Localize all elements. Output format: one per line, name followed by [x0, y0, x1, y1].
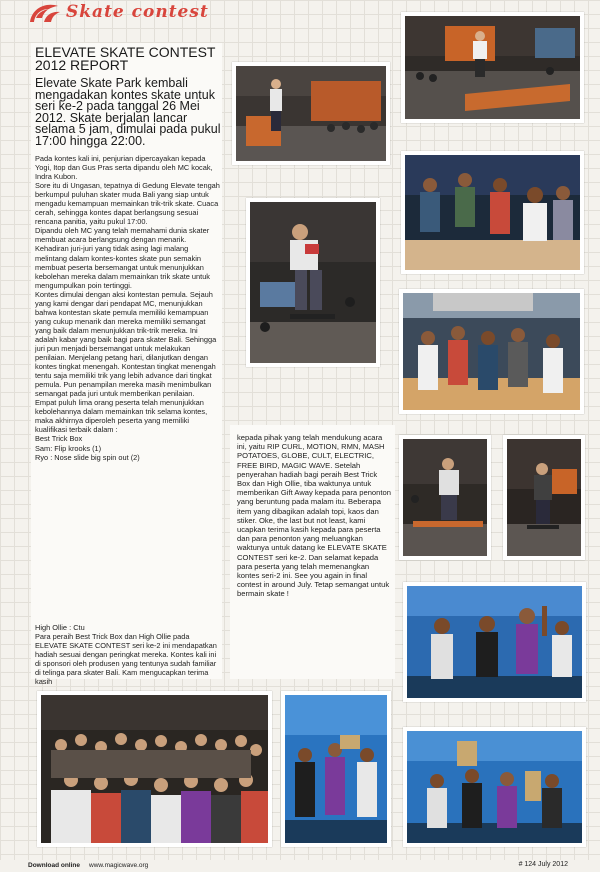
photo-winners — [403, 582, 586, 702]
photo-prize-winners — [281, 691, 391, 847]
photo-skater-air — [246, 198, 380, 367]
photo-trophy-winners — [403, 727, 586, 847]
photo-judges-table — [401, 151, 584, 274]
footer-issue: # 124 July 2012 — [518, 861, 568, 868]
article-lead: Elevate Skate Park kembali mengadakan kontes skate untuk seri ke-2 pada tanggal 26 Mei 2012. Skate berjalan lancar selama 5 jam, dimulai pada pukul 17:00 hingga 22:00. — [35, 76, 221, 148]
section-header — [28, 2, 228, 28]
magicwave-logo-icon — [28, 2, 62, 26]
photo-crowd-banner — [399, 289, 584, 414]
photo-skater-ramp — [232, 62, 390, 165]
photo-skater-box — [401, 12, 584, 123]
article-headline: ELEVATE SKATE CONTEST 2012 REPORT — [35, 44, 216, 73]
article-body-continued: High Ollie : Ctu Para peraih Best Trick Box dan High Ollie pada ELEVATE SKATE CONTEST seri ke-2 ini mendapatkan hadiah sesuai dengan peringkat mereka. Kontes kali ini di sponsori oleh produsen yang tentunya sudah familiar di telinga para skater Bali. Kam mengucapkan terima kasih — [35, 623, 217, 687]
photo-skater-grind — [399, 435, 491, 560]
article-body: Pada kontes kali ini, penjurian dipercayakan kepada Yogi, Itop dan Gus Pras serta dipandu oleh MC kocak, Indra Kubon. Sore itu di Ungasan, tepatnya di Gedung Elevate tengah berkumpul puluhan skater muda Bali yang siap untuk mengadu kemampuan memainkan trik-trik skate. Cuaca cerah, sehingga kontes dapat berlangsung sesuai rencana panitia, yaitu pukul 17:00. Dipandu oleh MC yang telah memahami dunia skater membuat acara berlangsung dengan menarik. Kehadiran juri-juri yang tidak asing lagi malang melintang dalam kontes-kontes skate pun semakin membuat peserta bersemangat untuk menunjukkan kebolehan mereka dalam memainkan trik skate untuk mengumpulkan poin tertinggi. Kontes dimulai dengan aksi kontestan pemula. Sejauh yang kami dengar dari pendapat MC, menunjukkan bahwa kontestan skate pemula memiliki kemampuan yang cukup menarik dan mereka memiliki semangat yang baik dalam menunjukkan trik-trik mereka. Ini adalah kabar yang baik bagi para skater Bali. Sehingga juri pun menjadi bersemangat untuk melakukan penilaian. Menjelang petang hari, dilanjutkan dengan kontes tingkat menengah. Kontestan tingkat menengah tentu saja memiliki trik yang lebih advance dari tingkat pemula. Pun penampilan mereka masih menimbulkan semangat pada juri untuk memberikan penilaian. Empat puluh lima orang peserta telah menunjukkan kebolehannya dalam memainkan trik selama kontes, maka akhirnya diperoleh peserta yang memiliki kualifikasi terbaik dalam : Best Trick Box Sam: Flip krooks (1) Ryo : Nose slide big spin out (2) — [35, 154, 220, 462]
section-title: Skate contest — [66, 2, 209, 22]
footer-url[interactable]: www.magicwave.org — [89, 862, 149, 869]
article-column-2: kepada pihak yang telah mendukung acara ini, yaitu RIP CURL, MOTION, RMN, MASH POTATOES, GLOBE, CULT, ELECTRIC, FREE BIRD, MAGIC WAVE. Setelah penyerahan hadiah bagi peraih Best Trick Box dan High Ollie, tiba waktunya untuk memberikan Gift Away kepada para penonton yang beruntung pada malam itu. Beberapa item yang dibagikan adalah topi, kaos dan stiker. Oke, the last but not least, kami ucapkan terima kasih kepada para peserta dan para penonton yang meluangkan waktunya untuk datang ke ELEVATE SKATE CONTEST seri ke-2. Dan selamat kepada para peserta yang telah memenangkan kontes seri-2 ini. See you again in final contest in around July. Tetap semangat untuk bermain skate ! — [237, 433, 391, 599]
footer-download-label: Download online — [28, 862, 80, 869]
photo-crowd-cheer — [37, 691, 272, 847]
footer-website — [28, 862, 148, 869]
photo-skater-trick — [503, 435, 585, 560]
